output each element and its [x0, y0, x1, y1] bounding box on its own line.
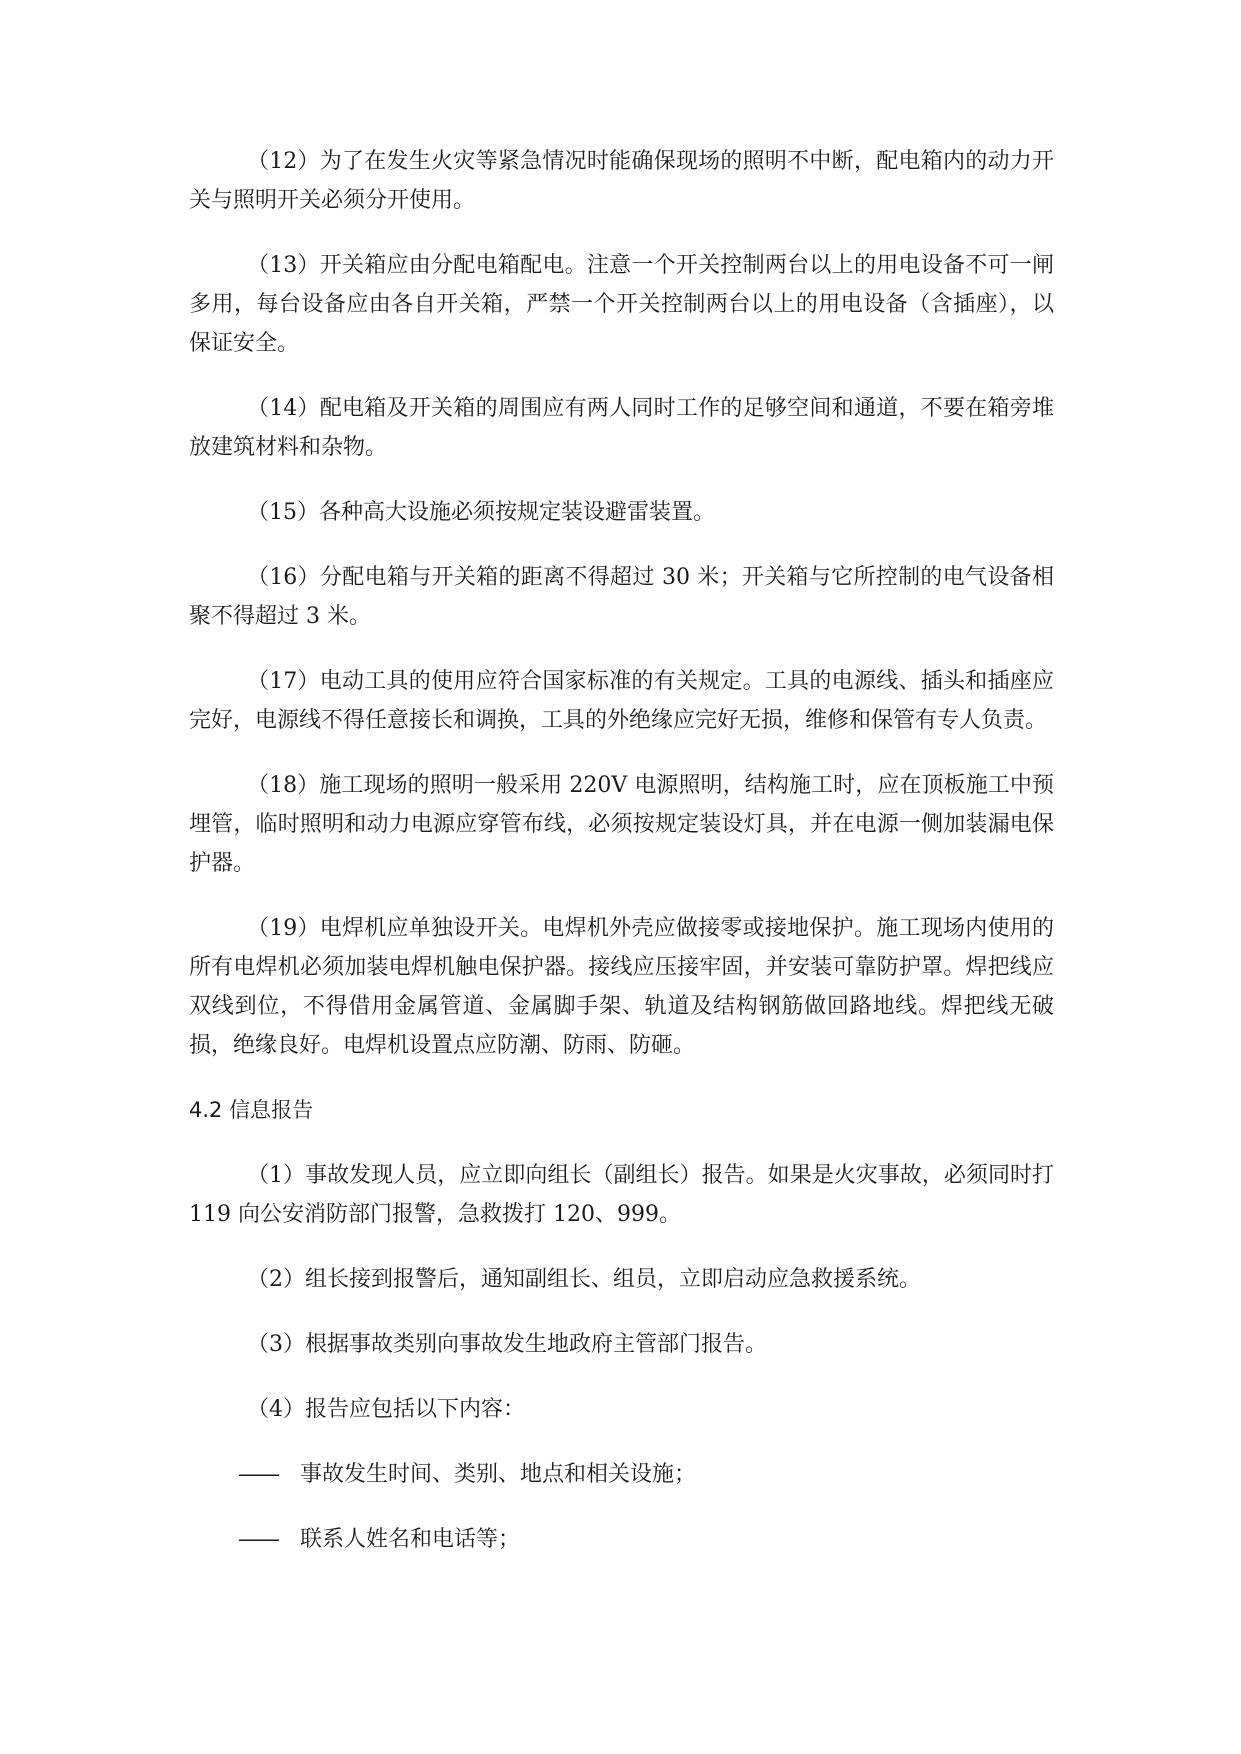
report-item-1: （1）事故发现人员，应立即向组长（副组长）报告。如果是火灾事故，必须同时打 119 向公安消防部门报警，急救拨打 120、999。 [189, 1163, 1054, 1227]
paragraph-13: （13）开关箱应由分配电箱配电。注意一个开关控制两台以上的用电设备不可一闸多用，每台设备应由各自开关箱，严禁一个开关控制两台以上的用电设备（含插座），以保证安全。 [189, 253, 1054, 356]
paragraph-18: （18）施工现场的照明一般采用 220V 电源照明，结构施工时，应在顶板施工中预埋管，临时照明和动力电源应穿管布线，必须按规定装设灯具，并在电源一侧加装漏电保护器。 [189, 773, 1054, 876]
paragraph-15: （15）各种高大设施必须按规定装设避雷装置。 [247, 500, 715, 525]
paragraph-17: （17）电动工具的使用应符合国家标准的有关规定。工具的电源线、插头和插座应完好，电源线不得任意接长和调换，工具的外绝缘应完好无损，维修和保管有专人负责。 [189, 669, 1054, 733]
dash-item-text: 事故发生时间、类别、地点和相关设施； [300, 1462, 697, 1487]
dash-list-item [189, 1520, 1054, 1559]
paragraph-12: （12）为了在发生火灾等紧急情况时能确保现场的照明不中断，配电箱内的动力开关与照明开关必须分开使用。 [189, 149, 1054, 213]
report-item-2: （2）组长接到报警后，通知副组长、组员，立即启动应急救援系统。 [247, 1267, 921, 1292]
paragraph-19: （19）电焊机应单独设开关。电焊机外壳应做接零或接地保护。施工现场内使用的所有电焊机必须加装电焊机触电保护器。接线应压接牢固，并安装可靠防护罩。焊把线应双线到位，不得借用金属管道、金属脚手架、轨道及结构钢筋做回路地线。焊把线无破损，绝缘良好。电焊机设置点应防潮、防雨、防砸。 [189, 916, 1054, 1058]
paragraph-16: （16）分配电箱与开关箱的距离不得超过 30 米；开关箱与它所控制的电气设备相聚不得超过 3 米。 [189, 565, 1054, 629]
report-item-3: （3）根据事故类别向事故发生地政府主管部门报告。 [247, 1332, 767, 1357]
dash-mark: —— [238, 1527, 278, 1552]
dash-item-text: 联系人姓名和电话等； [300, 1527, 521, 1552]
section-heading: 4.2 信息报告 [189, 1098, 314, 1122]
document-page [189, 142, 1054, 1585]
dash-mark: —— [238, 1462, 278, 1487]
dash-list-item [189, 1455, 1054, 1494]
paragraph-14: （14）配电箱及开关箱的周围应有两人同时工作的足够空间和通道，不要在箱旁堆放建筑材料和杂物。 [189, 396, 1054, 460]
report-item-4: （4）报告应包括以下内容： [247, 1397, 525, 1422]
